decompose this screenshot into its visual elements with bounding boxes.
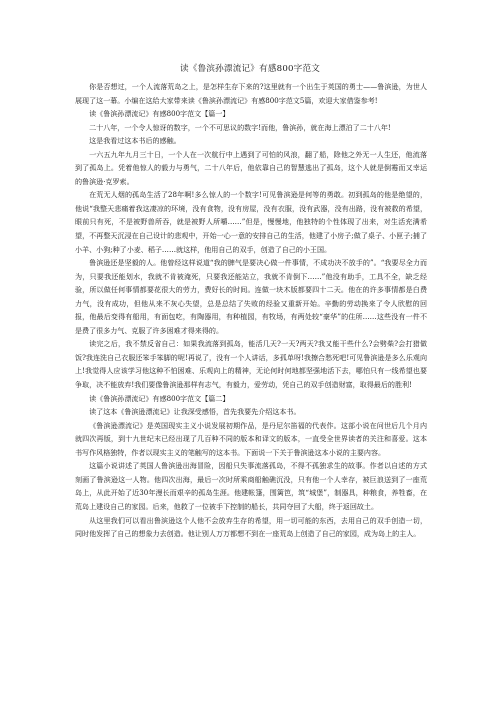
paragraph: 鲁滨逊还是坚毅的人。他曾经这样说道“我的脾气是要决心做一件事情，不成功决不放手的”。“我要尽全力而为，只要我还能划水，我就不肯被淹死，只要我还能站立，我就不肯倒下……”他没有助手，工具不全，缺乏经验，所以做任何事情都要花很大的劳力，费好长的时间。连做一块木版都要四十二天。他在的许多事情都是白费力气，没有成功，但他从来不灰心失望，总是总结了失败的经验又重新开始。辛勤的劳动换来了令人欣慰的回报，他最后变得有船用，有面包吃，有陶器用，有种植园，有牧场，有两处较“豪华”的住所……这些没有一件不是费了很多力气、克服了许多困难才得来得的。 <box>75 258 427 335</box>
paragraph: 在荒无人烟的孤岛生活了28年啊!多么惊人的一个数字!可见鲁滨逊是何等的勇敢。初到孤岛的他是绝望的，他说“我整天悲痛着我这凄凉的环境，没有食物，没有房屋，没有衣服，没有武器，没有出路，没有被救的希望，眼前只有死，不是被野兽所吞，就是被野人所嚼……”但是，慢慢地，他独特的个性体现了出来，对生活充满希望，不再整天沉浸在自己设计的悲观中，开始一心一意的安排自己的生活，他建了小房子;做了桌子、小匣子;捕了小羊、小狗;种了小麦、稻子……就这样，他用自己的双手，创造了自己的小王国。 <box>75 190 427 254</box>
section-heading-1: 读《鲁滨孙漂流记》有感800字范文【篇一】 <box>89 109 230 119</box>
paragraph: 一六五九年九月三十日，一个人在一次航行中上遇到了可怕的风浪，翻了船，除他之外无一人生还，他流落到了孤岛上。凭着他惊人的毅力与勇气，二十八年后，他依靠自己的智慧逃出了孤岛，这个人就是倒霉而又幸运的鲁滨逊·克罗索。 <box>75 149 427 186</box>
paragraph: 从这里我们可以看出鲁滨逊这个人他不会放弃生存的希望，用一切可能的东西，去用自己的双手创造一切，同时他发挥了自己的想象力去创造。他让别人万万都想不到在一座荒岛上创造了自己的家园，成为岛上的主人。 <box>75 515 427 539</box>
paragraph: 读了这本《鲁滨逊漂流记》让我深受感悟，首先我要先介绍这本书。 <box>89 407 301 417</box>
document-title: 读《鲁滨孙漂流记》有感800字范文 <box>179 64 321 74</box>
paragraph: 二十八年，一个令人惊讶的数字，一个不可思议的数字!而他，鲁滨孙，就在海上漂泊了二十八年! <box>89 122 391 132</box>
paragraph: 这是我看过这本书后的感触。 <box>89 136 181 146</box>
section-heading-2: 读《鲁滨孙漂流记》有感800字范文【篇二】 <box>89 393 230 403</box>
intro-paragraph: 你是否想过，一个人流落荒岛之上，是怎样生存下来的?这里就有一个出生于英国的勇士——鲁滨逊，为世人展现了这一幕。小编在这给大家带来读《鲁滨孙漂流记》有感800字范文5篇，欢迎大家借鉴参考! <box>75 82 427 105</box>
document-body <box>75 80 427 541</box>
paragraph: 这篇小说讲述了英国人鲁滨逊出海冒险，因船只失事流落孤岛，不得不孤独求生的故事。作者以自述的方式刻画了鲁滨逊这一人物。他四次出海，最后一次时所乘商船触礁沉没，只有他一个人幸存，被巨浪送到了一座荒岛上，从此开始了近30年漫长而艰辛的孤岛生涯。他建帐篷，围篱笆，筑“城堡”，制器具，种粮食，养牲畜，在荒岛上建设自己的家园。后来，他救了一位被手下控制的船长，共同夺回了大船，终于返回故土。 <box>75 461 427 511</box>
paragraph: 读完之后，我不禁反省自己：如果我流落到孤岛，能活几天?一天?两天?我又能干些什么?会劈柴?会打猎做饭?我连洗自己衣服还笨手笨脚的呢!再说了，没有一个人讲话，多孤单呀!我擦合愁死吧!可见鲁滨逊是多么乐观向上!我觉得人应该学习他这种不怕困难、乐观向上的精神，无论何时何地都坚强地活下去，哪怕只有一线希望也要争取，决不能放弃!我们要像鲁滨逊那样有志气，有毅力，爱劳动，凭自己的双手创造财富，取得最后的胜利! <box>75 339 427 390</box>
paragraph: 《鲁滨逊漂流记》是英国现实主义小说发展初期作品，是丹尼尔笛福的代表作。这部小说在问世后几个月内就四次再版，到十九世纪末已经出现了几百种不同的版本和译文的版本，一直受全世界读者的关注和喜爱。这本书写作风格独特，作者以现实主义的笔触写的这本书。下面说一下关于鲁滨逊这本小说的主要内容。 <box>75 420 427 457</box>
